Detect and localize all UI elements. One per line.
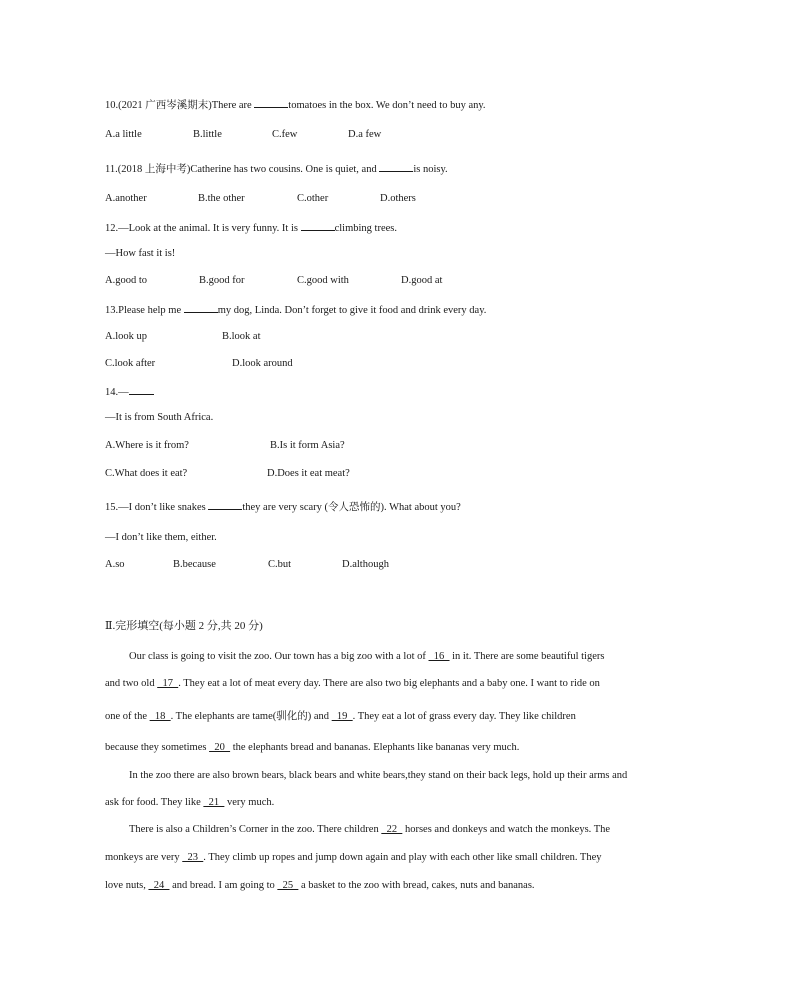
passage-line <box>105 851 602 865</box>
question-11-stem <box>105 161 448 177</box>
passage-text: in it. There are some beautiful tigers <box>449 651 605 662</box>
answer-blank <box>184 302 218 313</box>
answer-blank <box>129 384 154 395</box>
passage-text: and two old <box>105 678 158 689</box>
q13-option-b: B.look at <box>222 331 261 342</box>
q11-option-d: D.others <box>380 193 416 204</box>
q13-option-a: A.look up <box>105 331 147 342</box>
answer-blank <box>301 220 335 231</box>
question-15-stem-text: 15.—I don’t like snakes <box>105 502 209 513</box>
question-13-stem-text-end: my dog, Linda. Don’t forget to give it food and drink every day. <box>217 305 487 316</box>
passage-line <box>105 677 600 691</box>
blank-23: 23 <box>182 852 204 863</box>
passage-line <box>129 823 610 837</box>
passage-line <box>105 741 519 755</box>
q10-option-d: D.a few <box>348 129 382 140</box>
q15-option-b: B.because <box>173 559 216 570</box>
question-14-stem <box>105 384 154 400</box>
passage-line <box>105 879 535 893</box>
passage-text: monkeys are very <box>105 852 183 863</box>
q12-option-a: A.good to <box>105 275 147 286</box>
q10-option-a: A.a little <box>105 129 142 140</box>
q14-option-a: A.Where is it from? <box>105 440 189 451</box>
q12-option-c: C.good with <box>297 275 349 286</box>
question-12-reply: —How fast it is! <box>105 248 176 259</box>
passage-text: Our class is going to visit the zoo. Our town has a big zoo with a lot of <box>129 651 429 662</box>
question-11-stem-text-end: is noisy. <box>413 164 448 175</box>
q15-option-d: D.although <box>342 559 389 570</box>
passage-text: love nuts, <box>105 880 149 891</box>
passage-line <box>129 650 604 664</box>
passage-text: . The elephants are tame(驯化的) and <box>170 711 332 722</box>
blank-21: 21 <box>203 797 225 808</box>
answer-blank <box>379 161 413 172</box>
question-11-stem-text: 11.(2018 上海中考)Catherine has two cousins. One is quiet, and <box>105 164 380 175</box>
passage-text: a basket to the zoo with bread, cakes, nuts and bananas. <box>298 880 535 891</box>
passage-text: ask for food. They like <box>105 797 204 808</box>
blank-16: 16 <box>428 651 450 662</box>
passage-text: . They eat a lot of meat every day. There are also two big elephants and a baby one. I want to ride on <box>178 678 600 689</box>
q13-option-d: D.look around <box>232 358 293 369</box>
blank-18: 18 <box>149 711 171 722</box>
q13-option-c: C.look after <box>105 358 156 369</box>
q12-option-d: D.good at <box>401 275 443 286</box>
q14-option-d: D.Does it eat meat? <box>267 468 350 479</box>
q11-option-a: A.another <box>105 193 147 204</box>
q14-option-c: C.What does it eat? <box>105 468 188 479</box>
q10-option-b: B.little <box>193 129 222 140</box>
passage-line <box>105 710 576 724</box>
passage-text: because they sometimes <box>105 742 210 753</box>
q15-option-a: A.so <box>105 559 125 570</box>
passage-text: . They climb up ropes and jump down again and play with each other like small children. They <box>203 852 602 863</box>
question-13-stem <box>105 302 486 318</box>
blank-25: 25 <box>277 880 299 891</box>
answer-blank <box>254 97 288 108</box>
blank-24: 24 <box>148 880 170 891</box>
question-14-stem-text: 14.— <box>105 387 129 398</box>
blank-17: 17 <box>157 678 179 689</box>
q12-option-b: B.good for <box>199 275 245 286</box>
blank-19: 19 <box>331 711 353 722</box>
answer-blank <box>208 499 242 510</box>
question-14-reply: —It is from South Africa. <box>105 412 214 423</box>
passage-text: In the zoo there are also brown bears, black bears and white bears,they stand on their back legs, hold up their arms and <box>129 770 628 781</box>
question-12-stem-text: 12.—Look at the animal. It is very funny. It is <box>105 223 301 234</box>
question-15-stem <box>105 499 461 515</box>
blank-22: 22 <box>381 824 403 835</box>
passage-text: horses and donkeys and watch the monkeys. The <box>402 824 611 835</box>
passage-text: very much. <box>224 797 275 808</box>
passage-text: . They eat a lot of grass every day. They like children <box>352 711 576 722</box>
question-15-stem-text-end: they are very scary (令人恐怖的). What about you? <box>242 502 461 513</box>
q10-option-c: C.few <box>272 129 298 140</box>
q14-option-b: B.Is it form Asia? <box>270 440 345 451</box>
q15-option-c: C.but <box>268 559 292 570</box>
question-12-stem-text-end: climbing trees. <box>334 223 397 234</box>
passage-text: the elephants bread and bananas. Elephants like bananas very much. <box>230 742 520 753</box>
passage-line <box>129 769 627 783</box>
q11-option-b: B.the other <box>198 193 245 204</box>
question-10-stem <box>105 97 486 113</box>
passage-text: There is also a Children’s Corner in the zoo. There children <box>129 824 382 835</box>
passage-line <box>105 796 274 810</box>
question-10-stem-text-end: tomatoes in the box. We don’t need to buy any. <box>288 100 486 111</box>
question-12-stem <box>105 220 397 236</box>
q11-option-c: C.other <box>297 193 329 204</box>
question-10-stem-text: 10.(2021 广西岑溪期末)There are <box>105 100 255 111</box>
blank-20: 20 <box>209 742 231 753</box>
question-13-stem-text: 13.Please help me <box>105 305 184 316</box>
section-heading: Ⅱ.完形填空(每小题 2 分,共 20 分) <box>105 620 263 632</box>
passage-text: and bread. I am going to <box>169 880 278 891</box>
passage-text: one of the <box>105 711 150 722</box>
question-15-reply: —I don’t like them, either. <box>105 532 217 543</box>
